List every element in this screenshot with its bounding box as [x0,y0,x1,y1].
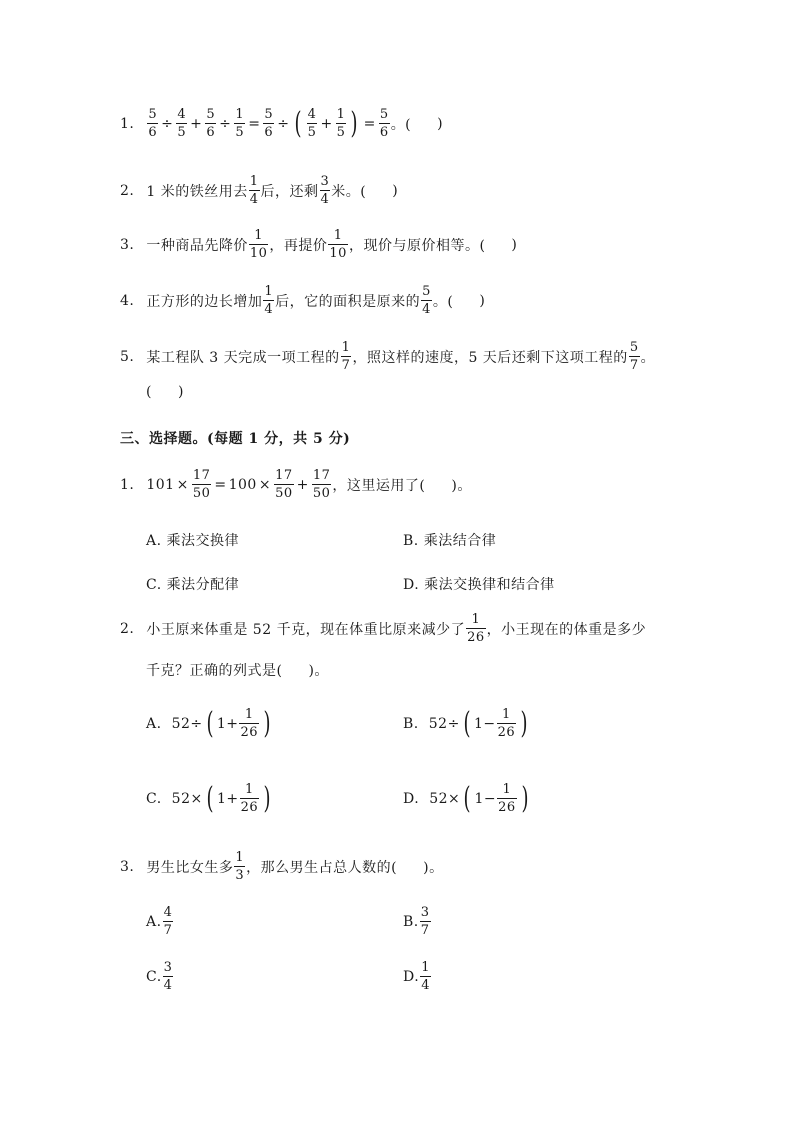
option-b[interactable]: B. 乘法结合律 [403,533,497,549]
fraction: $\frac{5}{7}$ [629,340,639,373]
section-title: 三、选择题。(每题 1 分，共 5 分) [120,431,351,447]
fraction: $\frac{1}{26}$ [467,612,485,645]
fraction: $\frac{17}{50}$ [275,468,293,501]
fraction: $\frac{1}{4}$ [249,174,259,207]
question-number: 3. [120,858,135,875]
option-a[interactable]: A. $\frac{4}{7}$ [146,905,173,938]
option-c[interactable]: C. 乘法分配律 [146,577,240,593]
fraction: $\frac{1}{4}$ [264,284,274,317]
fraction: $\frac{5}{6}$ [206,107,216,140]
question-number: 3. [120,236,135,253]
fraction: $\frac{5}{6}$ [379,107,389,140]
fraction: $\frac{4}{5}$ [177,107,187,140]
option-d[interactable]: D. 52× ( 1− $\frac{1}{26}$ ) [403,780,529,816]
fraction: $\frac{1}{26}$ [498,782,516,815]
fraction: $\frac{17}{50}$ [192,468,211,501]
option-a[interactable]: A. 乘法交换律 [146,533,240,549]
judge-question-3: 3. 一种商品先降价 $\frac{1}{10}$ ，再提价 $\frac{1}{10}$ ，现价与原价相等。( ) [120,228,518,261]
judge-question-2: 2. 1 米的铁丝用去 $\frac{1}{4}$ 后，还剩 $\frac{3}{4}$ 米。( ) [120,174,399,207]
left-paren: ( [294,105,303,141]
option-b[interactable]: B. 52÷ ( 1− $\frac{1}{26}$ ) [403,705,528,741]
option-d[interactable]: D. 乘法交换律和结合律 [403,577,555,593]
fraction: $\frac{1}{4}$ [421,960,430,993]
fraction: $\frac{5}{6}$ [264,107,274,140]
judge-question-1: 1. $\frac{5}{6}$ ÷ $\frac{4}{5}$ + $\frac{5}{6}$ ÷ $\frac{1}{5}$ = $\frac{5}{6}$ ÷ ( $\frac{4}{5}$ + $\frac{1}{5}$ ) = $\frac{5}{6}$ 。( ) [120,105,444,141]
option-b[interactable]: B. $\frac{3}{7}$ [403,905,430,938]
question-number: 1. [120,115,135,132]
fraction: $\frac{1}{5}$ [336,107,346,140]
option-c[interactable]: C. 52× ( 1+ $\frac{1}{26}$ ) [146,780,271,816]
fraction: $\frac{3}{7}$ [420,905,430,938]
choice-question-2-line2: 千克？正确的列式是( )。 [146,663,329,679]
option-c[interactable]: C. $\frac{3}{4}$ [146,960,173,993]
fraction: $\frac{1}{10}$ [329,228,347,261]
question-number: 2. [120,620,135,637]
choice-question-2: 2. 小王原来体重是 52 千克，现在体重比原来减少了 $\frac{1}{26}$ ，小王现在的体重是多少 [120,612,647,645]
judge-question-5: 5. 某工程队 3 天完成一项工程的 $\frac{1}{7}$ ，照这样的速度，5 天后还剩下这项工程的 $\frac{5}{7}$ 。 [120,340,656,373]
fraction: $\frac{1}{7}$ [341,340,351,373]
fraction: $\frac{1}{5}$ [235,107,245,140]
fraction: $\frac{1}{3}$ [235,850,245,883]
question-number: 4. [120,292,135,309]
question-number: 5. [120,348,135,365]
fraction: $\frac{3}{4}$ [163,960,173,993]
judge-question-5-answer: ( ) [146,384,184,400]
fraction: $\frac{4}{5}$ [307,107,317,140]
choice-question-3: 3. 男生比女生多 $\frac{1}{3}$ ，那么男生占总人数的( )。 [120,850,444,883]
right-paren: ) [350,105,359,141]
fraction: $\frac{1}{26}$ [240,707,259,740]
choice-question-1: 1. 101 × $\frac{17}{50}$ = 100 × $\frac{17}{50}$ + $\frac{17}{50}$ ，这里运用了( )。 [120,468,472,501]
fraction: $\frac{1}{26}$ [497,707,516,740]
option-a[interactable]: A. 52÷ ( 1+ $\frac{1}{26}$ ) [146,705,271,741]
fraction: $\frac{3}{4}$ [320,174,330,207]
question-number: 2. [120,182,135,199]
option-d[interactable]: D. $\frac{1}{4}$ [403,960,430,993]
fraction: $\frac{5}{4}$ [422,284,431,317]
question-number: 1. [120,476,135,493]
fraction: $\frac{4}{7}$ [163,905,173,938]
fraction: $\frac{1}{10}$ [249,228,268,261]
fraction: $\frac{5}{6}$ [148,107,158,140]
judge-question-4: 4. 正方形的边长增加 $\frac{1}{4}$ 后，它的面积是原来的 $\frac{5}{4}$ 。( ) [120,284,486,317]
fraction: $\frac{1}{26}$ [240,782,259,815]
fraction: $\frac{17}{50}$ [312,468,331,501]
